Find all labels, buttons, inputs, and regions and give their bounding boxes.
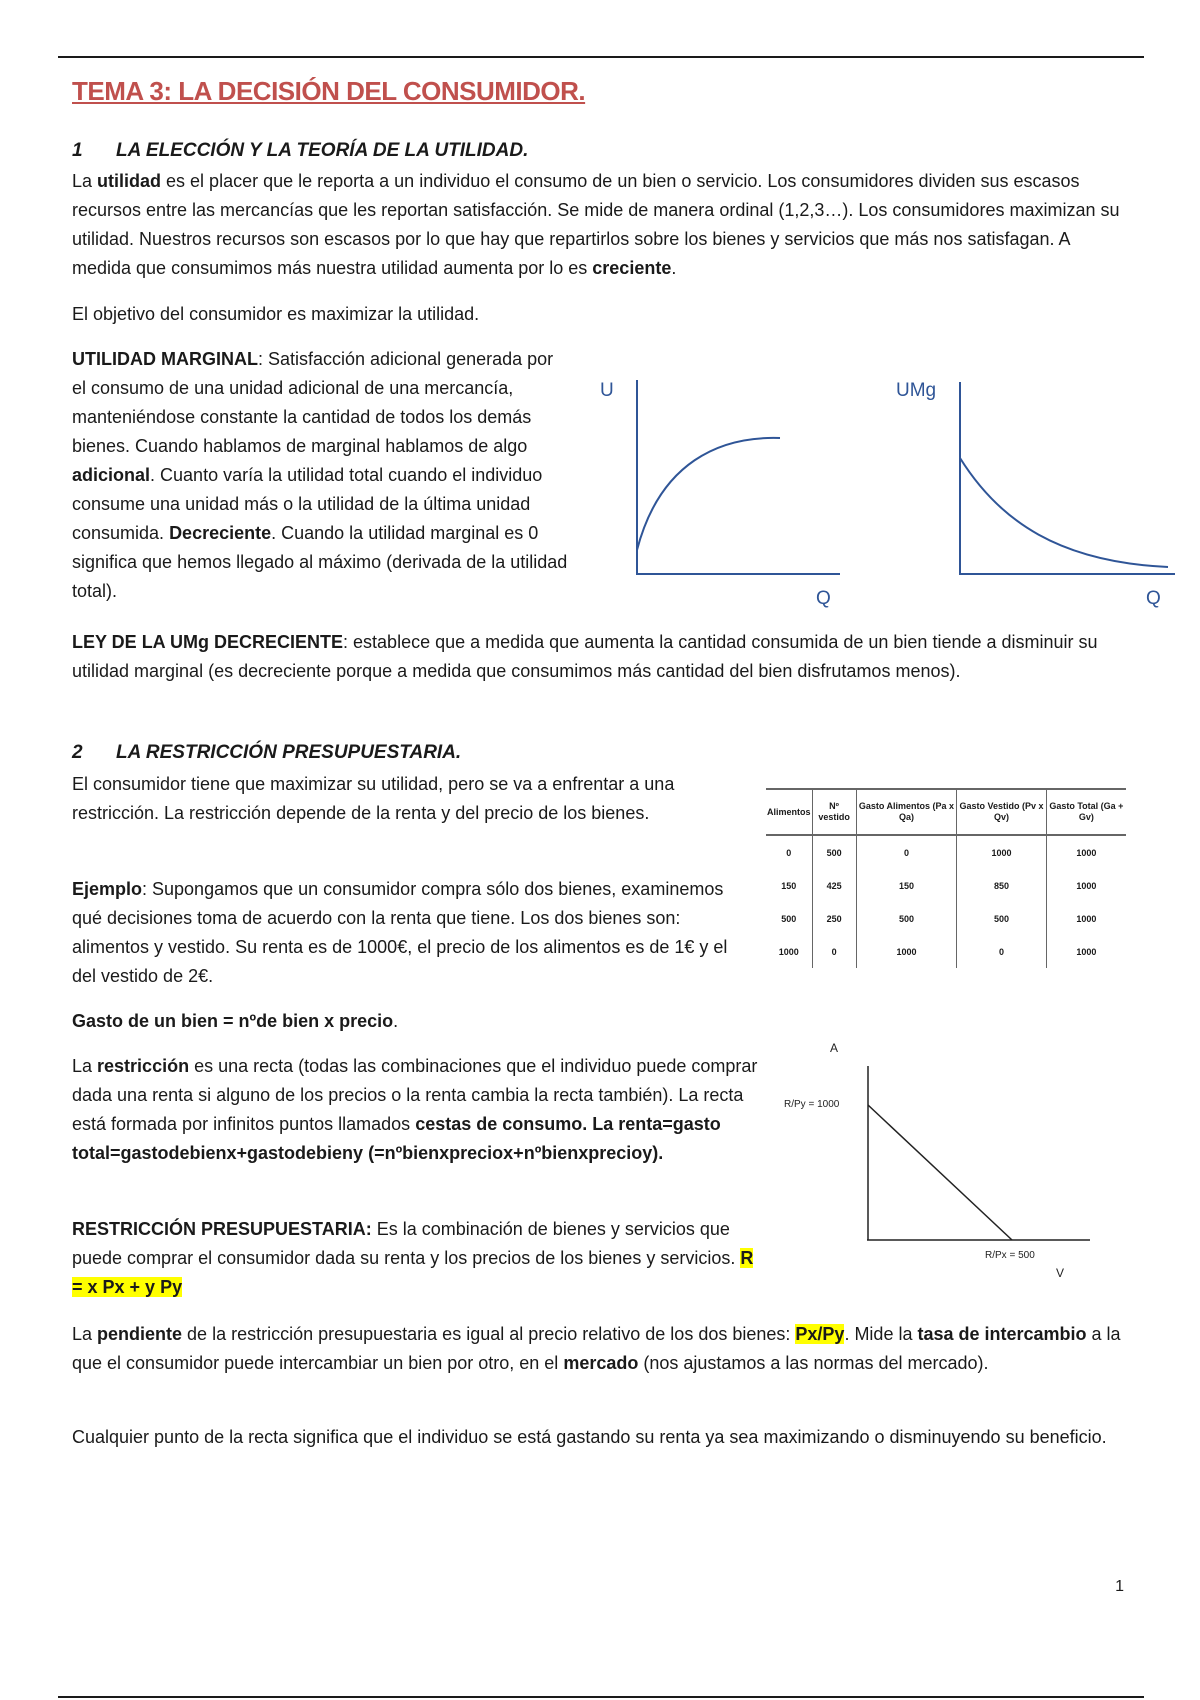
table-cell: 1000: [856, 935, 957, 968]
utilidad-paragraph: [72, 167, 1132, 283]
budget-y-axis-label: A: [830, 1041, 839, 1055]
pendiente-paragraph: [72, 1320, 1132, 1378]
table-cell: 1000: [957, 835, 1046, 869]
text: (nos ajustamos a las normas del mercado).: [638, 1353, 989, 1373]
u-q-label: Q: [816, 588, 831, 609]
text: . Cuando la utilidad marginal es 0 significa que hemos llegado al máximo (derivada de la utilidad total).: [72, 523, 568, 601]
text: : Satisfacción adicional generada por el consumo de una unidad adicional de una mercancía, manteniéndose constante la cantidad de todos los demás bienes. Cuando hablamos de marginal hablamos de algo: [72, 349, 554, 456]
bold-term: restricción: [97, 1056, 190, 1076]
utilidad-marginal-paragraph: [72, 345, 572, 606]
budget-y-intercept-label: R/Py = 1000: [784, 1099, 840, 1110]
bold-term: utilidad: [97, 171, 162, 191]
table-cell: 0: [957, 935, 1046, 968]
section-1-title: LA ELECCIÓN Y LA TEORÍA DE LA UTILIDAD.: [116, 140, 529, 161]
gasto-table: [766, 788, 1126, 968]
section-1-number: 1: [72, 140, 83, 161]
table-cell: 1000: [1046, 835, 1126, 869]
table-cell: 1000: [778, 946, 799, 957]
table-cell: 0: [856, 835, 957, 869]
table-row: [766, 869, 1126, 902]
table-row: [766, 935, 1126, 968]
text: es el placer que le reporta a un individuo el consumo de un bien o servicio. Los consumidores dividen sus escasos recursos entre las mercancías que les reportan satisfacción. Se mide de manera ordinal (1,2,3…). Los consumidores maximizan su utilidad. Nuestros recursos son escasos por lo que hay que repartirlos sobre los bienes y servicios que más nos satisfagan. A medida que consumimos más nuestra utilidad aumenta por lo es: [72, 171, 1120, 278]
bold-term: pendiente: [97, 1324, 183, 1344]
top-rule: [58, 56, 1144, 58]
ejemplo-paragraph: [72, 875, 742, 991]
bold-term: LEY DE LA UMg DECRECIENTE: [72, 632, 344, 652]
text: La: [72, 1056, 98, 1076]
table-header-row: [766, 789, 1126, 835]
table-cell: 500: [856, 902, 957, 935]
bold-term: adicional: [72, 465, 151, 485]
table-cell: 250: [812, 902, 856, 935]
objetivo-paragraph: El objetivo del consumidor es maximizar la utilidad.: [72, 304, 480, 324]
restriccion-paragraph: [72, 1052, 762, 1168]
bold-term: tasa de intercambio: [917, 1324, 1087, 1344]
highlighted-formula: Px/Py: [795, 1324, 845, 1344]
text: : Supongamos que un consumidor compra sólo dos bienes, examinemos qué decisiones toma de acuerdo con la renta que tiene. Los dos bienes son: alimentos y vestido. Su renta es de 1000€, el precio de los alimentos es de 1€ y el del vestido de 2€.: [72, 879, 728, 986]
marginal-utility-curve: [960, 458, 1168, 567]
text: de la restricción presupuestaria es igual al precio relativo de los dos bienes:: [182, 1324, 796, 1344]
bold-term: cestas de consumo. La renta=gasto total=gastodebienx+gastodebieny (=nºbienxpreciox+nºbienxprecioy).: [72, 1114, 721, 1163]
text: La: [72, 1324, 98, 1344]
table-cell: 425: [812, 869, 856, 902]
total-utility-curve: [637, 438, 780, 550]
marginal-utility-graph: [890, 372, 1180, 622]
table-cell: 1000: [1046, 935, 1126, 968]
table-cell: 850: [957, 869, 1046, 902]
table-row: [766, 902, 1126, 935]
restriccion-intro-paragraph: El consumidor tiene que maximizar su utilidad, pero se va a enfrentar a una restricción. La restricción depende de la renta y del precio de los bienes.: [72, 774, 675, 823]
umg-axis-label: UMg: [896, 380, 937, 401]
section-2-heading: [72, 742, 461, 764]
section-2-title: LA RESTRICCIÓN PRESUPUESTARIA.: [116, 742, 462, 763]
table-cell: 150: [856, 869, 957, 902]
table-header: Nº vestido: [812, 789, 856, 835]
table-cell: 500: [957, 902, 1046, 935]
table-cell: 0: [786, 847, 792, 858]
text: : establece que a medida que aumenta la cantidad consumida de un bien tiende a disminuir su utilidad marginal (es decreciente porque a medida que consumimos más cantidad del bien disfrutamos menos).: [72, 632, 1098, 681]
text: . Cuanto varía la utilidad total cuando el individuo consume una unidad más o la utilidad de la última unidad consumida.: [72, 465, 543, 543]
bottom-rule: [58, 1696, 1144, 1698]
bold-term: Ejemplo: [72, 879, 143, 899]
table-cell: 1000: [1046, 902, 1126, 935]
total-utility-graph: [590, 372, 860, 622]
cualquier-punto-paragraph: Cualquier punto de la recta significa que el individuo se está gastando su renta ya sea maximizando o disminuyendo su beneficio.: [72, 1427, 1107, 1447]
bold-term: creciente: [592, 258, 672, 278]
budget-line: [868, 1105, 1012, 1240]
text: es una recta (todas las combinaciones que el individuo puede comprar dada una renta si alguno de los precios o la renta cambia la recta también). La recta está formada por infinitos puntos llamados: [72, 1056, 758, 1134]
bold-term: mercado: [563, 1353, 639, 1373]
table-cell: 1000: [1046, 869, 1126, 902]
table-header: Gasto Total (Ga + Gv): [1046, 789, 1126, 835]
table-header: Gasto Vestido (Pv x Qv): [957, 789, 1046, 835]
text: . Mide la: [844, 1324, 918, 1344]
text: Es la combinación de bienes y servicios que puede comprar el consumidor dada su renta y los precios de los bienes y servicios.: [72, 1219, 741, 1268]
page-number: 1: [1115, 1578, 1124, 1595]
page-title: TEMA 3: LA DECISIÓN DEL CONSUMIDOR.: [72, 76, 586, 106]
text: a la que el consumidor puede intercambiar un bien por otro, en el: [72, 1324, 1121, 1373]
table-row: [766, 835, 1126, 869]
bold-term: RESTRICCIÓN PRESUPUESTARIA:: [72, 1219, 372, 1239]
text: .: [671, 258, 677, 278]
table-cell: 500: [812, 835, 856, 869]
umg-q-label: Q: [1146, 588, 1161, 609]
budget-x-intercept-label: R/Px = 500: [985, 1250, 1035, 1261]
bold-term: Decreciente: [169, 523, 272, 543]
table-header: Alimentos: [766, 789, 812, 835]
section-1-heading: [72, 140, 528, 162]
budget-x-axis-label: V: [1056, 1266, 1065, 1280]
bold-term: UTILIDAD MARGINAL: [72, 349, 258, 369]
table-cell: 0: [812, 935, 856, 968]
text: .: [393, 1011, 399, 1031]
table-header: Gasto Alimentos (Pa x Qa): [856, 789, 957, 835]
table-cell: 500: [781, 913, 797, 924]
bold-term: Gasto de un bien = nºde bien x precio: [72, 1011, 394, 1031]
ley-umg-paragraph: [72, 628, 1132, 686]
gasto-formula: [72, 1007, 772, 1036]
text: La: [72, 171, 98, 191]
section-2-number: 2: [72, 742, 83, 763]
highlighted-formula: R = x Px + y Py: [72, 1248, 754, 1297]
u-axis-label: U: [600, 380, 614, 401]
restriccion-presupuestaria-paragraph: [72, 1215, 762, 1302]
budget-line-graph: [780, 1030, 1100, 1280]
table-cell: 150: [781, 880, 797, 891]
